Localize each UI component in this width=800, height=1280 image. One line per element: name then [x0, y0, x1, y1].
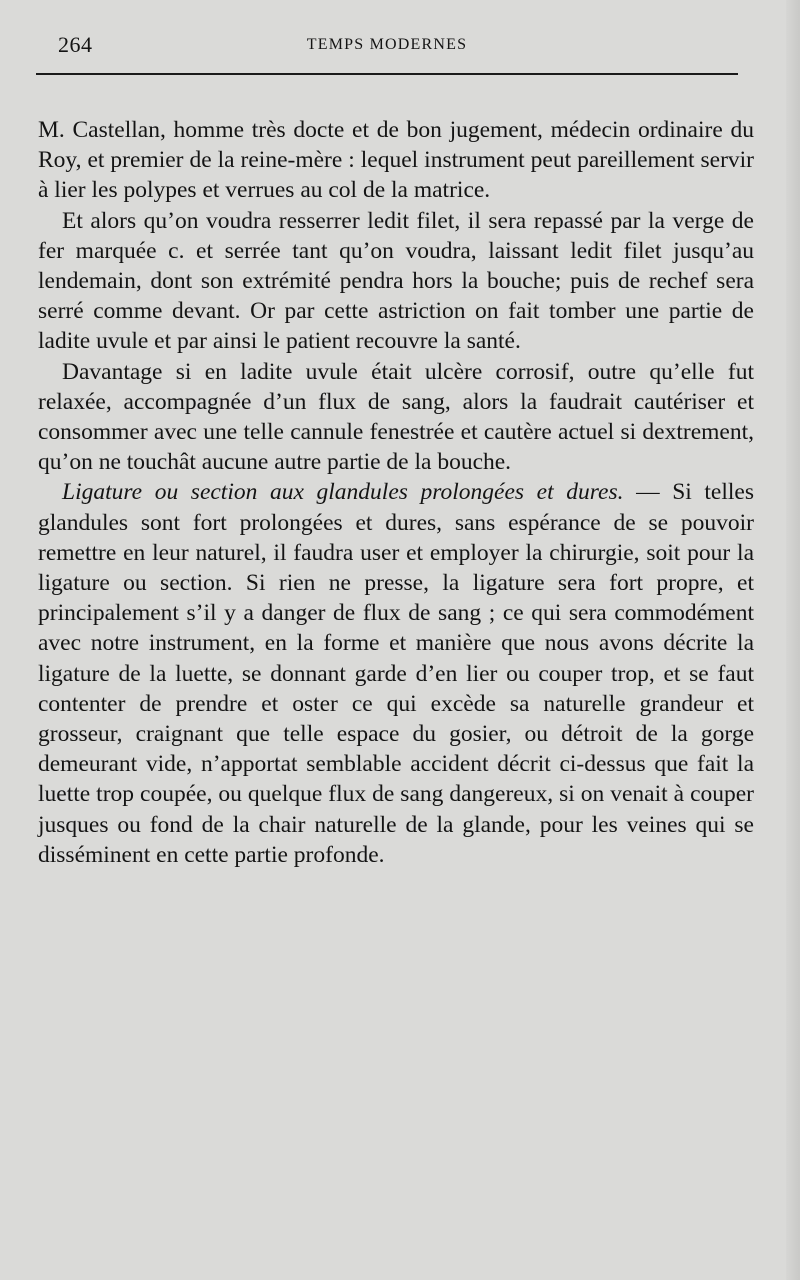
paragraph-2: Et alors qu’on voudra resserrer ledit filet, il sera repassé par la verge de fer marquée c. et serrée tant qu’on voudra, laissant ledit filet jusqu’au lendemain, dont son extrémité pendra hors la bouche; puis de rechef sera serré comme devant. Or par cette astriction on fait tomber une partie de ladite uvule et par ainsi le patient recouvre la santé. — [38, 207, 754, 355]
body-text — [38, 115, 754, 870]
running-title: TEMPS MODERNES — [306, 36, 468, 53]
page-number: 264 — [58, 32, 93, 57]
paragraph-1: M. Castellan, homme très docte et de bon jugement, médecin ordinaire du Roy, et premier de la reine-mère : lequel instrument peut pareillement servir à lier les polypes et verrues au col de la matrice. — [38, 117, 754, 204]
paragraph-4-text: — Si telles glandules sont fort prolongées et dures, sans espérance de se pouvoir remettre en leur naturel, il faudra user et employer la chirurgie, soit pour la ligature ou section. Si rien ne presse, la ligature sera fort propre, et principalement s’il y a danger de flux de sang ; ce qui sera commodément avec notre instrument, en la forme et manière que nous avons décrite la ligature de la luette, se donnant garde d’en lier ou couper trop, et se faut contenter de prendre et oster ce qui excède sa naturelle grandeur et grosseur, craignant que telle espace du gosier, ou détroit de la gorge demeurant vide, n’apportat semblable accident décrit ci-dessus que fait la luette trop coupée, ou quelque flux de sang dangereux, si on venait à couper jusques ou fond de la chair naturelle de la glande, pour les veines qui se disséminent en cette partie profonde. — [38, 479, 754, 868]
paragraph-4 — [38, 477, 754, 870]
header-rule — [36, 73, 738, 75]
paragraph-3: Davantage si en ladite uvule était ulcère corrosif, outre qu’elle fut relaxée, accompagnée d’un flux de sang, alors la faudrait cautériser et consommer avec une telle cannule fenestrée et cautère actuel si dextrement, qu’on ne touchât aucune autre partie de la bouche. — [38, 358, 754, 476]
section-heading: Ligature ou section aux glandules prolongées et dures. — [62, 479, 624, 506]
page-header — [36, 30, 738, 66]
page-edge-shadow — [786, 0, 800, 1280]
